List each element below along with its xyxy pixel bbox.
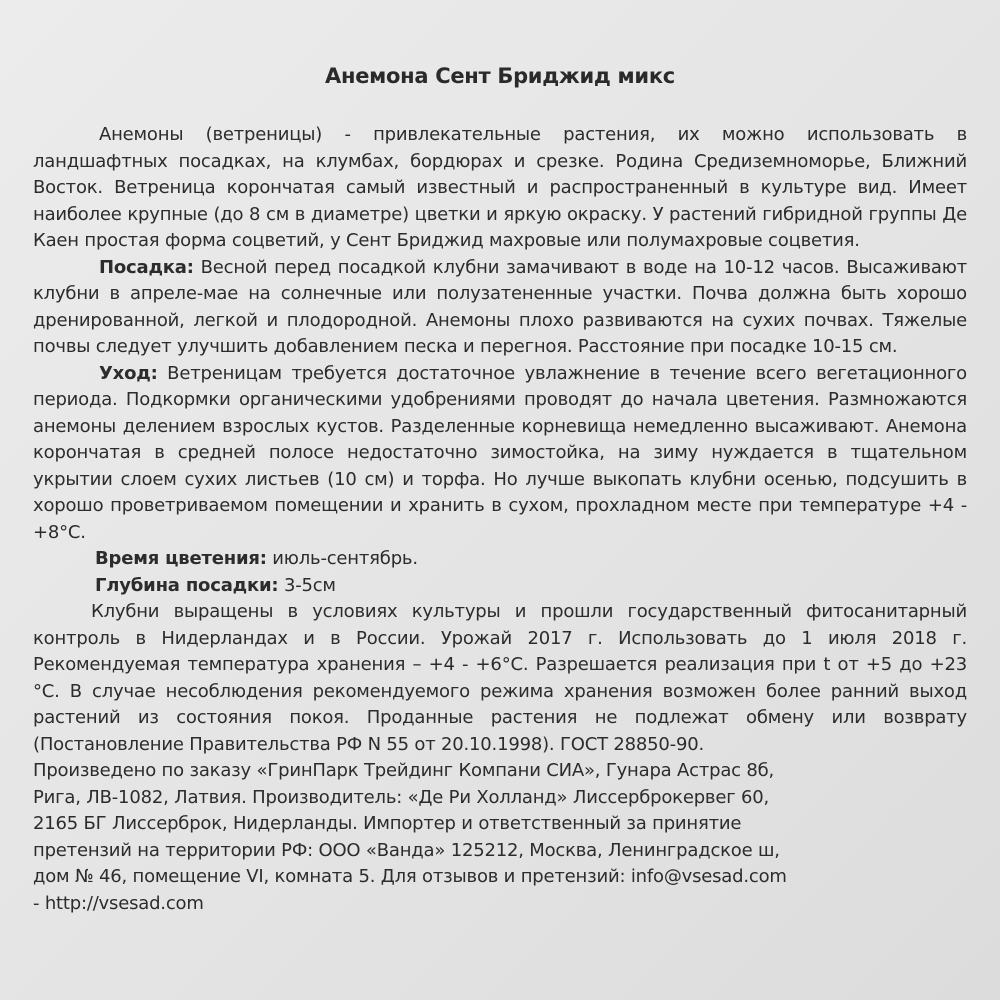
intro-paragraph: Анемоны (ветреницы) - привлекательные растения, их можно использовать в ландшафтных посадках, на клумбах, бордюрах и срезке. Родина Средиземноморье, Ближний Восток. Ветреница корончатая самый известный и распространенный в культуре вид. Имеет наиболее крупные (до 8 см в диаметре) цветки и яркую окраску. У растений гибридной группы Де Каен простая форма соцветий, у Сент Бриджид махровые или полумахровые соцветия. — [33, 124, 967, 251]
certification-paragraph: Клубни выращены в условиях культуры и прошли государственный фитосанитарный контроль в Нидерландах и в России. Урожай 2017 г. Использовать до 1 июля 2018 г. Рекомендуемая температура хранения – +4 - +6°С. Разрешается реализация при t от +5 до +23 °С. В случае несоблюдения рекомендуемого режима хранения возможен более ранний выход растений из состояния покоя. Проданные растения не подлежат обмену или возврату (Постановление Правительства РФ N 55 от 20.10.1998). ГОСТ 28850-90. — [33, 601, 967, 755]
document-body — [33, 122, 967, 917]
care-text: Ветреницам требуется достаточное увлажнение в течение всего вегетационного периода. Подкормки органическими удобрениями проводят до начала цветения. Размножаются анемоны делением взрослых кустов. Разделенные корневища немедленно высаживают. Анемона корончатая в средней полосе недостаточно зимостойка, на зиму нуждается в тщательном укрытии слоем сухих листьев (10 см) и торфа. Но лучше выкопать клубни осенью, подсушить в хорошо проветриваемом помещении и хранить в сухом, прохладном месте при температуре +4 -+8°С. — [33, 362, 967, 543]
care-label: Уход: — [99, 362, 158, 384]
bloom-time-value: июль-сентябрь. — [272, 548, 418, 569]
document-title: Анемона Сент Бриджид микс — [325, 64, 675, 88]
planting-text: Весной перед посадкой клубни замачивают в воде на 10-12 часов. Высаживают клубни в апреле-мае на солнечные или полузатененные участки. Почва должна быть хорошо дренированной, легкой и плодородной. Анемоны плохо развиваются на сухих почвах. Тяжелые почвы следует улучшить добавлением песка и перегноя. Расстояние при посадке 10-15 см. — [33, 256, 967, 357]
bloom-time-row — [33, 546, 967, 573]
planting-label: Посадка: — [99, 256, 194, 278]
planting-depth-row — [33, 573, 967, 600]
planting-depth-label: Глубина посадки: — [95, 574, 279, 596]
care-section — [33, 361, 967, 547]
bloom-time-label: Время цветения: — [95, 548, 267, 569]
planting-depth-value: 3-5см — [283, 574, 336, 596]
producer-paragraph: Произведено по заказу «ГринПарк Трейдинг Компани СИА», Гунара Астрас 8б, Рига, ЛВ-1082, Латвия. Производитель: «Де Ри Холланд» Лиссерброкервег 60, 2165 БГ Лиссерброк, Нидерланды. Импортер и ответственный за принятие претензий на территории РФ: ООО «Ванда» 125212, Москва, Ленинградское ш, дом № 46, помещение VI, комната 5. Для отзывов и претензий: info@vsesad.com - http://vsesad.com — [33, 760, 787, 914]
planting-section — [33, 255, 967, 361]
